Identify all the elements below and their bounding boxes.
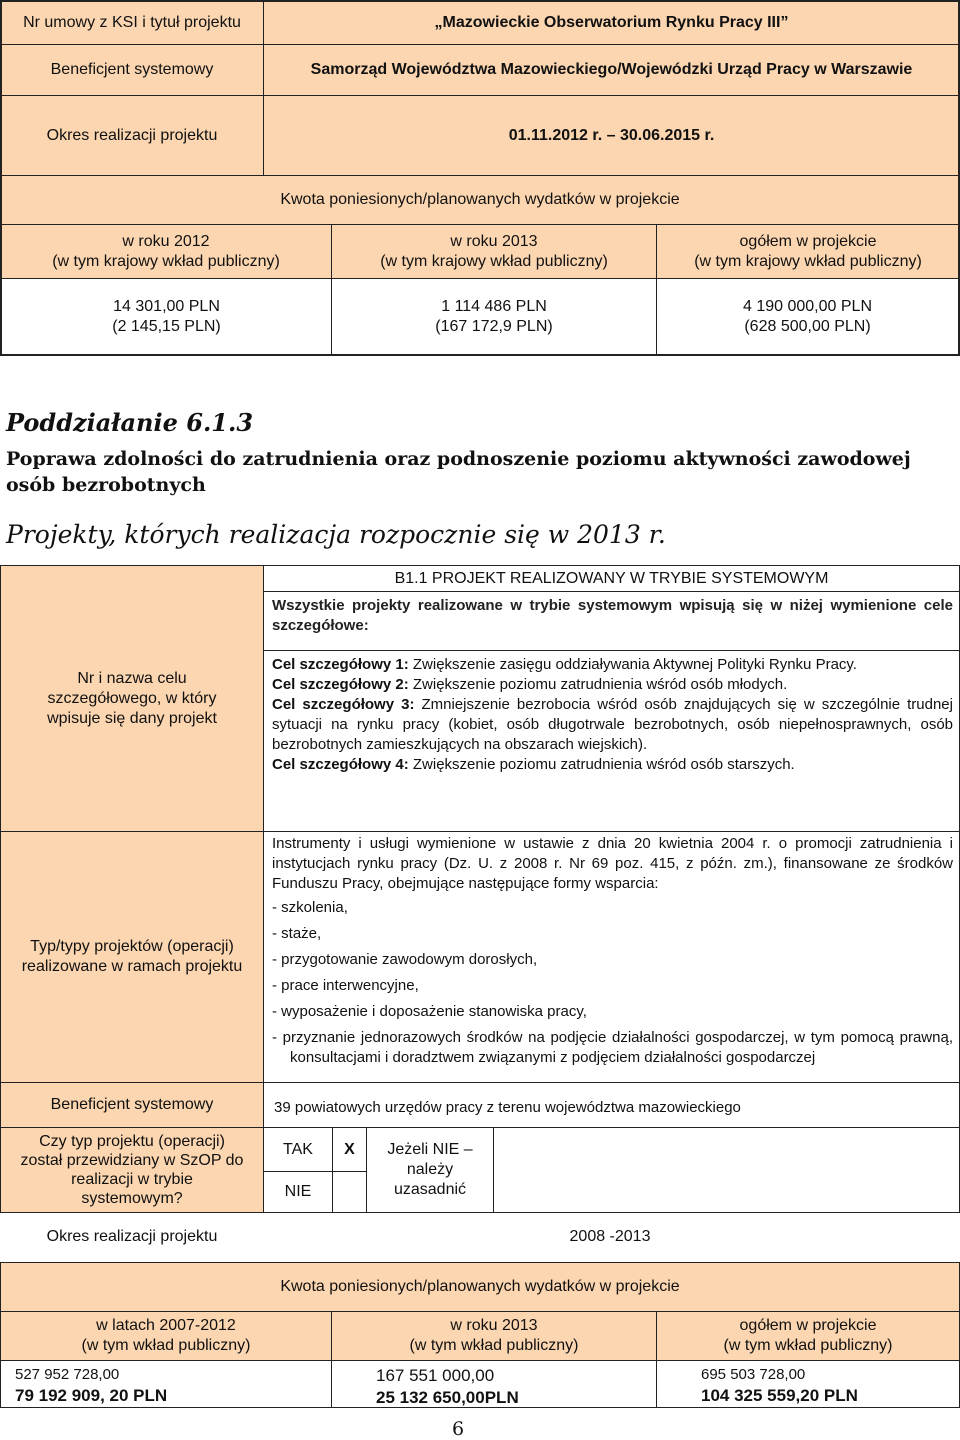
goal-label-text: Cel szczegółowy 3: — [272, 696, 415, 713]
cost-value-public: 25 132 650,00PLN — [376, 1388, 519, 1407]
cost-col-subheading: (w tym wkład publiczny) — [723, 1337, 893, 1354]
period-label: Okres realizacji projektu — [0, 95, 264, 176]
cost-col-2013-header — [331, 224, 657, 279]
cost-value: 167 551 000,00 — [376, 1366, 495, 1385]
cost-value: 14 301,00 PLN — [113, 297, 220, 315]
type-item: - wyposażenie i doposażenie stanowiska pracy, — [272, 1003, 587, 1020]
cost-col-2007-header — [0, 1311, 332, 1361]
goal-text: Zwiększenie poziomu zatrudnienia wśród osób starszych. — [408, 756, 795, 773]
cost-col-subheading: (w tym wkład publiczny) — [409, 1337, 579, 1354]
justify-input[interactable] — [493, 1127, 960, 1213]
cost-col-2007-value — [0, 1360, 332, 1408]
tak-checkbox[interactable]: X — [332, 1127, 367, 1172]
types-label: Typ/typy projektów (operacji) realizowane w ramach projektu — [0, 831, 264, 1083]
cost-col-total-header-2 — [656, 1311, 960, 1361]
cost-value: 695 503 728,00 — [701, 1366, 806, 1383]
beneficiary-value: Samorząd Województwa Mazowieckiego/Wojewódzki Urząd Pracy w Warszawie — [263, 44, 960, 96]
project-title: B1.1 PROJEKT REALIZOWANY W TRYBIE SYSTEMOWYM — [263, 565, 960, 592]
justify-note: Jeżeli NIE – należy uzasadnić — [366, 1127, 494, 1213]
type-item: - przygotowanie zawodowym dorosłych, — [272, 951, 538, 968]
cost-col-total-value-2 — [656, 1360, 960, 1408]
period-label-2: Okres realizacji projektu — [46, 1228, 218, 1245]
subsection-description: Poprawa zdolności do zatrudnienia oraz podnoszenie poziomu aktywności zawodowej osób bezrobotnych — [6, 448, 911, 496]
types-intro: Instrumenty i usługi wymienione w ustawie z dnia 20 kwietnia 2004 r. o promocji zatrudnienia i instytucjach rynku pracy (Dz. U. z 2008 r. Nr 69 poz. 415, z późn. zm.), finansowane ze środków Funduszu Pracy, obejmujące następujące formy wsparcia: — [272, 835, 953, 892]
cost-col-total-value — [656, 278, 960, 356]
period-value-2: 2008 -2013 — [569, 1228, 651, 1245]
page-number: 6 — [452, 1418, 465, 1440]
szop-label: Czy typ projektu (operacji) został przewidziany w SzOP do realizacji w trybie systemowym? — [0, 1127, 264, 1213]
cost-value-public: (2 145,15 PLN) — [112, 317, 221, 335]
beneficiary-value-2: 39 powiatowych urzędów pracy z terenu województwa mazowieckiego — [263, 1082, 960, 1128]
cost-col-subheading: (w tym wkład publiczny) — [81, 1337, 251, 1354]
goal-label: Nr i nazwa celu szczegółowego, w który wpisuje się dany projekt — [0, 565, 264, 832]
cost-value-public: (628 500,00 PLN) — [744, 317, 871, 335]
goal-text: Zwiększenie zasięgu oddziaływania Aktywnej Polityki Rynku Pracy. — [408, 656, 857, 673]
goal-item — [272, 755, 953, 775]
goal-text: Zmniejszenie bezrobocia wśród osób znajdujących się w szczególnie trudnej sytuacji na rynku pracy (kobiet, osób długotrwale bezrobotnych, osób niepełnosprawnych, osób bezrobotnych zamieszkujących na obszarach wiejskich). — [272, 696, 953, 753]
type-item: - prace interwencyjne, — [272, 977, 419, 994]
goal-label-text: Cel szczegółowy 2: — [272, 676, 409, 693]
subsection-title: Poddziałanie 6.1.3 — [6, 408, 254, 437]
goal-label-text: Cel szczegółowy 1: — [272, 656, 409, 673]
cost-header-2: Kwota poniesionych/planowanych wydatków w projekcie — [0, 1262, 960, 1312]
cost-col-2012-header — [0, 224, 332, 279]
cost-header: Kwota poniesionych/planowanych wydatków w projekcie — [0, 175, 960, 225]
type-item: - przyznanie jednorazowych środków na podjęcie działalności gospodarczej, w tym pomocą prawną, konsultacjami i doradztwem związanymi z podjęciem działalności gospodarczej — [272, 1029, 953, 1066]
contract-label: Nr umowy z KSI i tytuł projektu — [0, 0, 264, 45]
cost-col-2013-value-2 — [331, 1360, 657, 1408]
cost-value: 1 114 486 PLN — [441, 297, 547, 315]
cost-col-subheading: (w tym krajowy wkład publiczny) — [380, 252, 608, 270]
goal-item — [272, 695, 953, 755]
cost-col-subheading: (w tym krajowy wkład publiczny) — [694, 252, 922, 270]
tak-label: TAK — [263, 1127, 333, 1172]
goals-cell — [263, 650, 960, 832]
cost-col-subheading: (w tym krajowy wkład publiczny) — [52, 252, 280, 270]
goal-label-text: Cel szczegółowy 4: — [272, 756, 409, 773]
nie-checkbox[interactable] — [332, 1171, 367, 1213]
contract-value: „Mazowieckie Obserwatorium Rynku Pracy III” — [263, 0, 960, 45]
beneficiary-label-2: Beneficjent systemowy — [0, 1082, 264, 1128]
cost-col-total-header — [656, 224, 960, 279]
goal-item — [272, 655, 953, 675]
types-cell — [263, 831, 960, 1083]
goal-text: Zwiększenie poziomu zatrudnienia wśród osób młodych. — [408, 676, 788, 693]
type-item: - staże, — [272, 925, 322, 942]
cost-col-heading: ogółem w projekcie — [739, 1317, 877, 1334]
projects-heading: Projekty, których realizacja rozpocznie się w 2013 r. — [6, 520, 666, 549]
project-intro: Wszystkie projekty realizowane w trybie systemowym wpisują się w niżej wymienione cele szczegółowe: — [263, 591, 960, 651]
cost-col-2013-value — [331, 278, 657, 356]
cost-col-heading: w roku 2013 — [450, 1317, 538, 1334]
cost-col-heading: ogółem w projekcie — [739, 232, 877, 250]
cost-col-heading: w latach 2007-2012 — [96, 1317, 236, 1334]
type-item: - szkolenia, — [272, 899, 348, 916]
beneficiary-label: Beneficjent systemowy — [0, 44, 264, 96]
cost-value: 527 952 728,00 — [15, 1366, 120, 1383]
period-value: 01.11.2012 r. – 30.06.2015 r. — [263, 95, 960, 176]
cost-col-heading: w roku 2013 — [450, 232, 538, 250]
cost-col-2013-header-2 — [331, 1311, 657, 1361]
cost-value: 4 190 000,00 PLN — [743, 297, 872, 315]
cost-value-public: (167 172,9 PLN) — [435, 317, 553, 335]
cost-col-heading: w roku 2012 — [122, 232, 210, 250]
cost-value-public: 79 192 909, 20 PLN — [15, 1386, 168, 1405]
goal-item — [272, 675, 953, 695]
cost-value-public: 104 325 559,20 PLN — [701, 1386, 858, 1405]
cost-col-2012-value — [0, 278, 332, 356]
nie-label: NIE — [263, 1171, 333, 1213]
